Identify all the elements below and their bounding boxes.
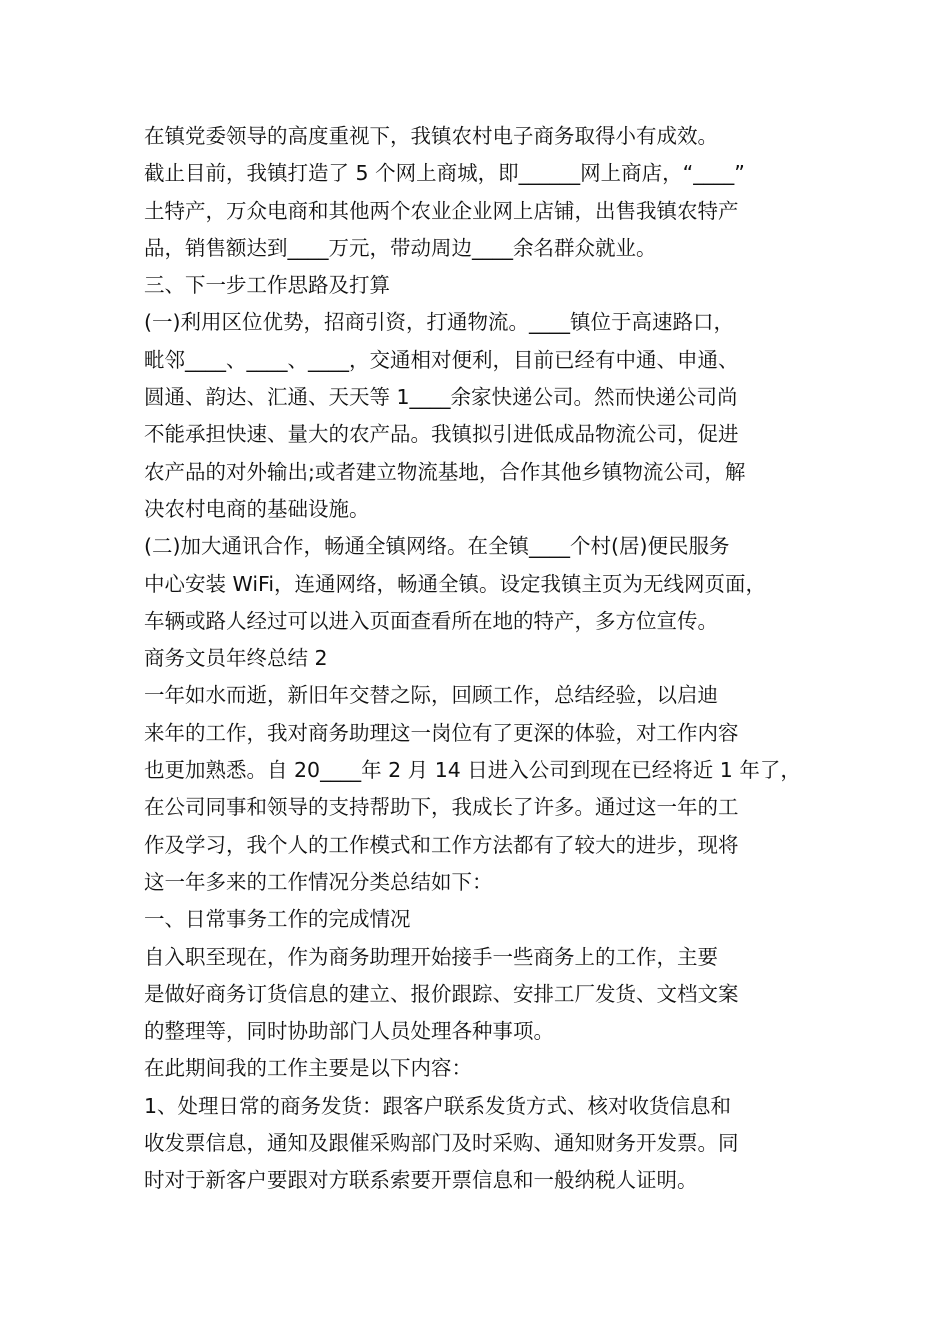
section-heading: 一、日常事务工作的完成情况 xyxy=(144,907,411,932)
document-body xyxy=(144,118,814,1200)
text-line: 是做好商务订货信息的建立、报价跟踪、安排工厂发货、文档文案 xyxy=(144,981,739,1006)
text-line: 在公司同事和领导的支持帮助下，我成长了许多。通过这一年的工 xyxy=(144,795,739,820)
text-line: 毗邻____、____、____，交通相对便利，目前已经有中通、申通、 xyxy=(144,347,739,372)
text-line: 在镇党委领导的高度重视下，我镇农村电子商务取得小有成效。 xyxy=(144,124,718,148)
text-line: 一年如水而逝，新旧年交替之际，回顾工作，总结经验，以启迪 xyxy=(144,683,718,708)
text-line: 农产品的对外输出;或者建立物流基地，合作其他乡镇物流公司，解 xyxy=(144,459,746,484)
text-line: 截止目前，我镇打造了 5 个网上商城，即______网上商店，“____” xyxy=(144,161,745,186)
text-line: 的整理等，同时协助部门人员处理各种事项。 xyxy=(144,1019,554,1044)
text-line: 来年的工作，我对商务助理这一岗位有了更深的体验，对工作内容 xyxy=(144,720,739,745)
text-line: 1、处理日常的商务发货：跟客户联系发货方式、核对收货信息和 xyxy=(144,1093,732,1118)
text-line: 圆通、韵达、汇通、天天等 1____余家快递公司。然而快递公司尚 xyxy=(144,385,738,410)
text-line: 车辆或路人经过可以进入页面查看所在地的特产，多方位宣传。 xyxy=(144,608,718,633)
section-heading: 三、下一步工作思路及打算 xyxy=(144,273,390,298)
text-line: 时对于新客户要跟对方联系索要开票信息和一般纳税人证明。 xyxy=(144,1168,698,1193)
text-line: 也更加熟悉。自 20____年 2 月 14 日进入公司到现在已经将近 1 年了， xyxy=(144,758,801,783)
text-line: 中心安装 WiFi，连通网络，畅通全镇。设定我镇主页为无线网页面， xyxy=(144,571,767,596)
text-line: 作及学习，我个人的工作模式和工作方法都有了较大的进步，现将 xyxy=(144,832,739,857)
document-subtitle: 商务文员年终总结 2 xyxy=(144,646,328,671)
text-line: 自入职至现在，作为商务助理开始接手一些商务上的工作，主要 xyxy=(144,944,718,969)
text-line: (二)加大通讯合作，畅通全镇网络。在全镇____个村(居)便民服务 xyxy=(144,534,730,559)
text-line: 这一年多来的工作情况分类总结如下： xyxy=(144,869,493,894)
text-line: 土特产，万众电商和其他两个农业企业网上店铺，出售我镇农特产 xyxy=(144,198,739,223)
text-line: 决农村电商的基础设施。 xyxy=(144,496,370,521)
text-line: 收发票信息，通知及跟催采购部门及时采购、通知财务开发票。同 xyxy=(144,1131,739,1156)
text-line: 品，销售额达到____万元，带动周边____余名群众就业。 xyxy=(144,235,657,260)
text-line: (一)利用区位优势，招商引资，打通物流。____镇位于高速路口， xyxy=(144,310,734,335)
text-line: 不能承担快速、量大的农产品。我镇拟引进低成品物流公司，促进 xyxy=(144,422,739,447)
text-line: 在此期间我的工作主要是以下内容： xyxy=(144,1056,472,1081)
